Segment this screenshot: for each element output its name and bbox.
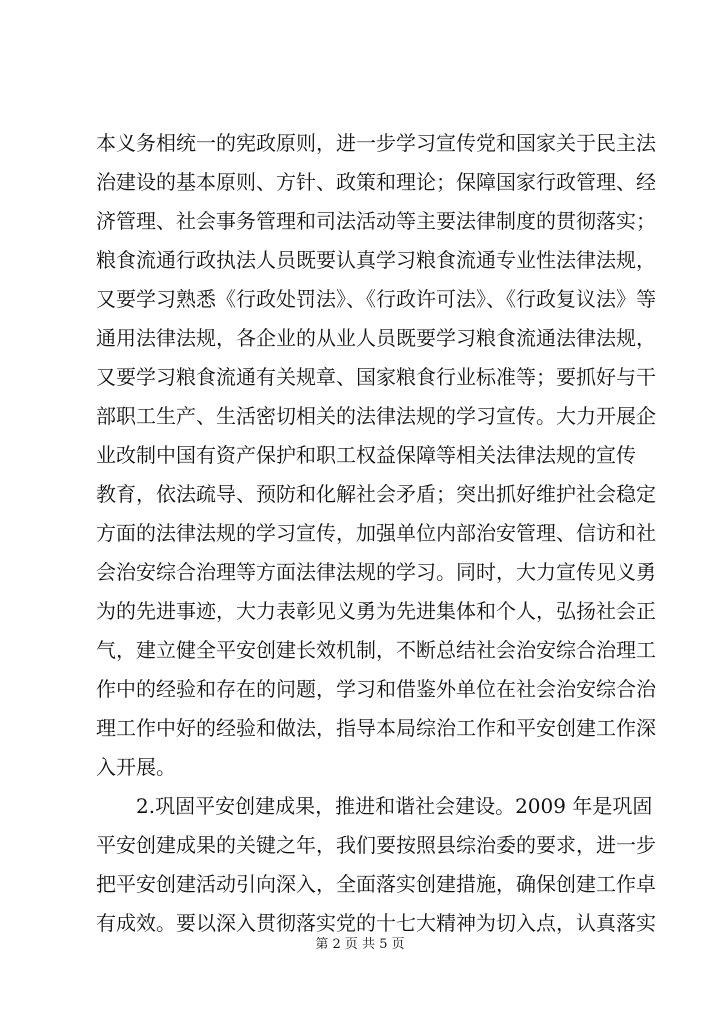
- paragraph-heading-line: 2.巩固平安创建成果，推进和谐社会建设。2009 年是巩固: [96, 794, 653, 818]
- text-line: 通用法律法规，各企业的从业人员既要学习粮食流通法律法规，: [96, 326, 656, 350]
- text-line: 把平安创建活动引向深入，全面落实创建措施，确保创建工作卓: [96, 872, 656, 896]
- text-line: 粮食流通行政执法人员既要认真学习粮食流通专业性法律法规，: [96, 248, 656, 272]
- page-number-footer: 第 2 页 共 5 页: [315, 937, 405, 952]
- body-text: [96, 124, 656, 943]
- text-line: 治建设的基本原则、方针、政策和理论；保障国家行政管理、经: [96, 170, 656, 194]
- text-line: 济管理、社会事务管理和司法活动等主要法律制度的贯彻落实；: [96, 209, 656, 233]
- text-line: 作中的经验和存在的问题，学习和借鉴外单位在社会治安综合治: [96, 677, 656, 701]
- text-line: 教育，依法疏导、预防和化解社会矛盾；突出抓好维护社会稳定: [96, 482, 656, 506]
- text-line: 为的先进事迹，大力表彰见义勇为先进集体和个人，弘扬社会正: [96, 599, 656, 623]
- text-line: 会治安综合治理等方面法律法规的学习。同时，大力宣传见义勇: [96, 560, 656, 584]
- text-line: 方面的法律法规的学习宣传，加强单位内部治安管理、信访和社: [96, 521, 656, 545]
- text-line: 部职工生产、生活密切相关的法律法规的学习宣传。大力开展企: [96, 404, 656, 428]
- text-line: 气，建立健全平安创建长效机制，不断总结社会治安综合治理工: [96, 638, 656, 662]
- text-line: 理工作中好的经验和做法，指导本局综治工作和平安创建工作深: [96, 716, 656, 740]
- text-line: 又要学习粮食流通有关规章、国家粮食行业标准等；要抓好与干: [96, 365, 656, 389]
- text-line: 有成效。要以深入贯彻落实党的十七大精神为切入点，认真落实: [96, 911, 656, 935]
- text-line: 入开展。: [96, 755, 176, 779]
- text-line: 本义务相统一的宪政原则，进一步学习宣传党和国家关于民主法: [96, 131, 656, 155]
- text-line: 业改制中国有资产保护和职工权益保障等相关法律法规的宣传: [96, 443, 636, 467]
- text-line: 平安创建成果的关键之年，我们要按照县综治委的要求，进一步: [96, 833, 656, 857]
- text-line: 又要学习熟悉《行政处罚法》、《行政许可法》、《行政复议法》等: [96, 287, 656, 311]
